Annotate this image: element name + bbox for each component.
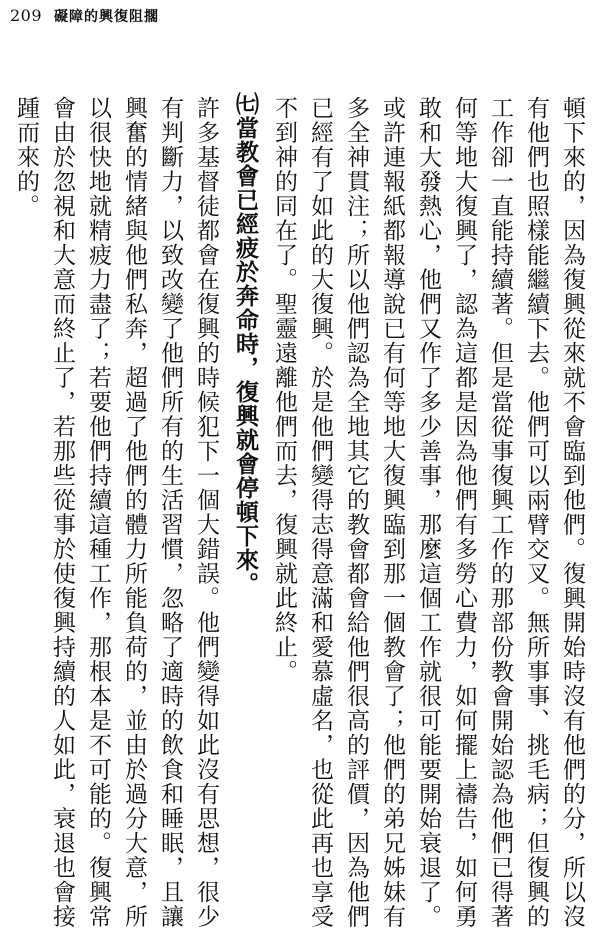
- body-paragraph-2: 許多基督徒都會在復興的時候犯下一個大錯誤。他們變得如此沒有思想，很少有判斷力，以致改變了他們所有的生活習慣，忽略了適時的飲食和睡眠，且讓興奮的情緒與他們私奔，超過了他們的體力所能負荷的，並由於過分大意，所以很快地就精疲力盡了；若要他們持續這種工作，那根本是不可能的。復興常會由於忽視和大意而終止了，若那些從事於使復興持續的人如此，衰退也會接踵而來的。: [13, 96, 219, 929]
- vertical-text-body: [13, 92, 590, 936]
- page-header: [10, 6, 159, 26]
- running-title: 礙障的興復阻擱: [54, 9, 160, 25]
- body-paragraph-1: 頓下來的，因為復興從來就不會臨到他們。復興開始時沒有他們的分，所以沒有他們也照樣能繼續下去。他們可以兩臂交叉。無所事事、挑毛病；但復興的工作卻一直能持續著。但是當從事復興工作的那部份教會開始認為他們已得著何等地大復興了，認為這都是因為他們有多勞心費力，如何擺上禱告，如何勇敢和大發熱心，他們又作了多少善事，那麼這個工作就很可能要開始衰退了。或許連報紙都報導說已有何等地大復興臨到那一個教會了；他們的弟兄姊妹有多全神貫注；所以他們認為全地其它的教會都會給他們很高的評價，因為他們已經有了如此的大復興。於是他們變得志得意滿和愛慕虛名，也從此再也享受不到神的同在了。聖靈遠離他們而去，復興就此終止。: [271, 96, 585, 929]
- section-heading-7: ㈦當教會已經疲於奔命時，復興就會停頓下來。: [232, 92, 259, 596]
- page-number: 209: [10, 6, 43, 25]
